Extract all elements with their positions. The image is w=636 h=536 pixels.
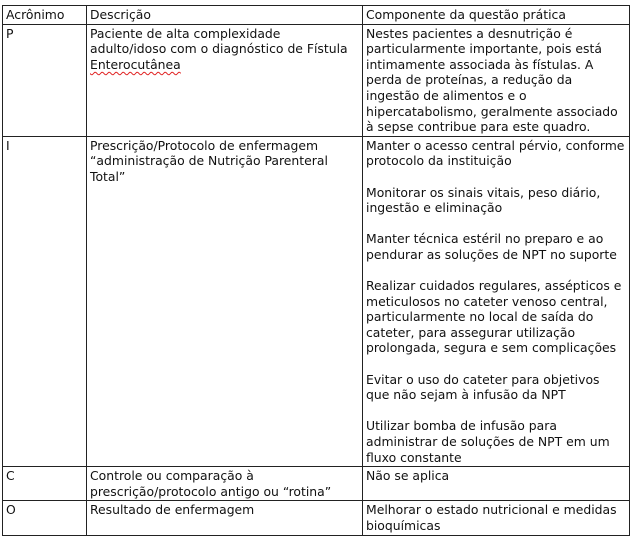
spellcheck-flagged-word: Enterocutânea: [90, 56, 181, 72]
component-paragraph: Nestes pacientes a desnutrição é particularmente importante, pois está intimamente associada às fístulas. A perda de proteínas, a redução da ingestão de alimentos e o hipercatabolismo, geralmente associado à sepse contribue para este quadro.: [366, 25, 618, 135]
table-row-c: [3, 467, 630, 501]
table-row-i: [3, 136, 630, 466]
component-paragraph: Evitar o uso do cateter para objetivos que não sejam à infusão da NPT: [366, 371, 600, 403]
description-text: Paciente de alta complexidade adulto/idoso com o diagnóstico de Fístula: [90, 25, 348, 57]
table-row-p: [3, 24, 630, 136]
cell-component: [363, 136, 630, 466]
cell-component: [363, 501, 630, 535]
cell-description: [87, 24, 363, 136]
cell-description: Prescrição/Protocolo de enfermagem “administração de Nutrição Parenteral Total”: [87, 136, 363, 466]
table-header-row: [3, 6, 630, 25]
cell-acronym: I: [3, 136, 87, 466]
cell-description: Resultado de enfermagem: [87, 501, 363, 535]
component-paragraph: Melhorar o estado nutricional e medidas bioquímicas: [366, 502, 617, 533]
component-paragraph: Utilizar bomba de infusão para administrar de soluções de NPT em um fluxo constante: [366, 418, 610, 465]
table-row-o: [3, 501, 630, 535]
component-paragraph: Realizar cuidados regulares, assépticos e meticulosos no cateter venoso central, particularmente no local de saída do cateter, para assegurar utilização prolongada, segura e sem complicações: [366, 278, 622, 356]
component-paragraph: Manter o acesso central pérvio, conforme protocolo da instituição: [366, 137, 625, 169]
cell-component: [363, 24, 630, 136]
header-description: Descrição: [87, 6, 363, 25]
header-component: Componente da questão prática: [363, 6, 630, 25]
cell-component: [363, 467, 630, 501]
cell-acronym: P: [3, 24, 87, 136]
component-paragraph: Manter técnica estéril no preparo e ao pendurar as soluções de NPT no suporte: [366, 231, 617, 262]
pico-table: [2, 5, 630, 536]
component-paragraph: Monitorar os sinais vitais, peso diário, ingestão e eliminação: [366, 184, 601, 216]
cell-description: Controle ou comparação à prescrição/protocolo antigo ou “rotina”: [87, 467, 363, 501]
cell-acronym: O: [3, 501, 87, 535]
header-acronym: Acrônimo: [3, 6, 87, 25]
cell-acronym: C: [3, 467, 87, 501]
component-paragraph: Não se aplica: [366, 468, 450, 484]
